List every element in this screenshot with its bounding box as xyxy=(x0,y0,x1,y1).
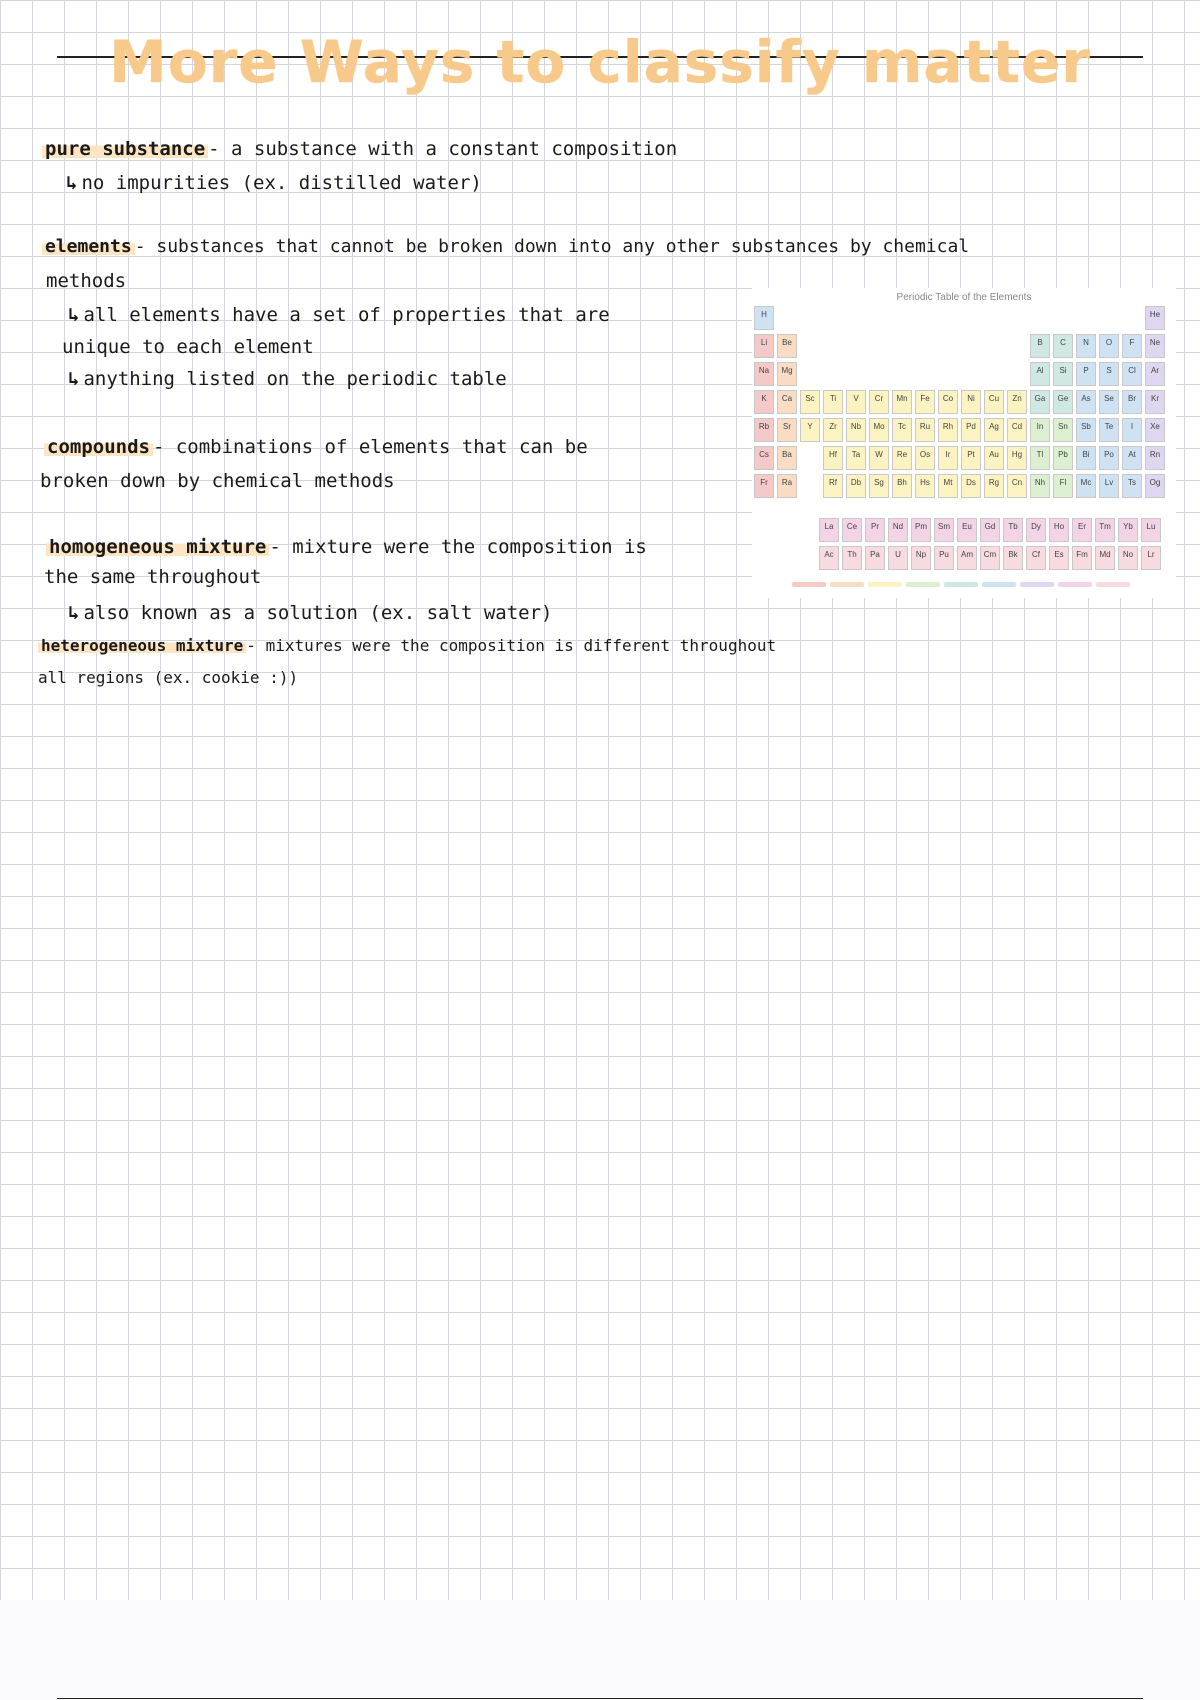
element-cell-h: H xyxy=(754,306,774,330)
subnote-no-impurities xyxy=(66,172,482,194)
element-cell-k: K xyxy=(754,390,774,414)
element-cell-u: U xyxy=(888,546,908,570)
element-cell-se: Se xyxy=(1099,390,1119,414)
element-cell-as: As xyxy=(1076,390,1096,414)
element-cell-zn: Zn xyxy=(1007,390,1027,414)
element-cell-fr: Fr xyxy=(754,474,774,498)
element-cell-w: W xyxy=(869,446,889,470)
subnote-solution xyxy=(68,602,552,624)
element-cell-hg: Hg xyxy=(1007,446,1027,470)
element-cell-lr: Lr xyxy=(1141,546,1161,570)
element-cell-ce: Ce xyxy=(842,518,862,542)
element-cell-no: No xyxy=(1118,546,1138,570)
note-line-unique xyxy=(62,336,314,358)
element-cell-n: N xyxy=(1076,334,1096,358)
element-cell-hs: Hs xyxy=(915,474,935,498)
term-label: heterogeneous mixture xyxy=(38,636,246,655)
sub-arrow-icon: ↳ xyxy=(68,304,80,326)
element-cell-np: Np xyxy=(911,546,931,570)
continuation-text: broken down by chemical methods xyxy=(40,470,395,492)
element-cell-ar: Ar xyxy=(1145,362,1165,386)
element-cell-cn: Cn xyxy=(1007,474,1027,498)
element-cell-ne: Ne xyxy=(1145,334,1165,358)
element-cell-mc: Mc xyxy=(1076,474,1096,498)
element-cell-tc: Tc xyxy=(892,418,912,442)
element-cell-cm: Cm xyxy=(980,546,1000,570)
note-line-broken xyxy=(40,470,395,492)
element-cell-ru: Ru xyxy=(915,418,935,442)
element-cell-hf: Hf xyxy=(823,446,843,470)
element-cell-cl: Cl xyxy=(1122,362,1142,386)
element-cell-yb: Yb xyxy=(1118,518,1138,542)
element-cell-ho: Ho xyxy=(1049,518,1069,542)
subnote-text: anything listed on the periodic table xyxy=(83,368,507,390)
definition-text: - mixture were the composition is xyxy=(269,536,647,558)
note-heterogeneous xyxy=(38,636,776,655)
element-cell-ca: Ca xyxy=(777,390,797,414)
definition-text: - combinations of elements that can be xyxy=(152,436,588,458)
note-pure-substance xyxy=(42,138,677,160)
element-cell-bk: Bk xyxy=(1003,546,1023,570)
element-cell-zr: Zr xyxy=(823,418,843,442)
element-cell-ds: Ds xyxy=(961,474,981,498)
element-cell-au: Au xyxy=(984,446,1004,470)
element-cell-ag: Ag xyxy=(984,418,1004,442)
element-cell-rn: Rn xyxy=(1145,446,1165,470)
element-cell-am: Am xyxy=(957,546,977,570)
element-cell-pt: Pt xyxy=(961,446,981,470)
element-cell-nd: Nd xyxy=(888,518,908,542)
element-cell-db: Db xyxy=(846,474,866,498)
element-cell-tb: Tb xyxy=(1003,518,1023,542)
legend-chip xyxy=(1096,582,1130,587)
element-cell-sc: Sc xyxy=(800,390,820,414)
element-cell-mg: Mg xyxy=(777,362,797,386)
sub-arrow-icon: ↳ xyxy=(68,602,80,624)
element-cell-s: S xyxy=(1099,362,1119,386)
element-cell-sr: Sr xyxy=(777,418,797,442)
element-cell-ge: Ge xyxy=(1053,390,1073,414)
subnote-text: also known as a solution (ex. salt water) xyxy=(83,602,553,624)
element-cell-lu: Lu xyxy=(1141,518,1161,542)
element-cell-ac: Ac xyxy=(819,546,839,570)
element-cell-ni: Ni xyxy=(961,390,981,414)
element-cell-gd: Gd xyxy=(980,518,1000,542)
element-cell-ra: Ra xyxy=(777,474,797,498)
element-cell-re: Re xyxy=(892,446,912,470)
element-cell-kr: Kr xyxy=(1145,390,1165,414)
element-cell-fl: Fl xyxy=(1053,474,1073,498)
subnote-text: no impurities (ex. distilled water) xyxy=(81,172,482,194)
continuation-text: the same throughout xyxy=(44,566,262,588)
legend-chip xyxy=(792,582,826,587)
legend-chip xyxy=(944,582,978,587)
periodic-table-figure xyxy=(752,288,1176,598)
element-cell-sg: Sg xyxy=(869,474,889,498)
element-cell-sb: Sb xyxy=(1076,418,1096,442)
note-compounds xyxy=(44,436,588,458)
element-cell-lv: Lv xyxy=(1099,474,1119,498)
element-cell-ga: Ga xyxy=(1030,390,1050,414)
element-cell-fe: Fe xyxy=(915,390,935,414)
definition-text: - mixtures were the composition is different throughout xyxy=(246,636,777,655)
element-cell-os: Os xyxy=(915,446,935,470)
element-cell-dy: Dy xyxy=(1026,518,1046,542)
element-cell-mo: Mo xyxy=(869,418,889,442)
element-cell-be: Be xyxy=(777,334,797,358)
element-cell-al: Al xyxy=(1030,362,1050,386)
element-cell-pa: Pa xyxy=(865,546,885,570)
element-cell-ba: Ba xyxy=(777,446,797,470)
element-cell-p: P xyxy=(1076,362,1096,386)
element-cell-c: C xyxy=(1053,334,1073,358)
element-cell-cf: Cf xyxy=(1026,546,1046,570)
element-cell-xe: Xe xyxy=(1145,418,1165,442)
element-cell-og: Og xyxy=(1145,474,1165,498)
footer-rule xyxy=(57,1698,1143,1699)
element-cell-nh: Nh xyxy=(1030,474,1050,498)
element-cell-si: Si xyxy=(1053,362,1073,386)
term-label: elements xyxy=(42,236,135,257)
element-cell-o: O xyxy=(1099,334,1119,358)
sub-arrow-icon: ↳ xyxy=(68,368,80,390)
sub-arrow-icon: ↳ xyxy=(66,172,78,194)
definition-text: - a substance with a constant composition xyxy=(208,138,678,160)
note-elements xyxy=(42,236,969,257)
element-cell-nb: Nb xyxy=(846,418,866,442)
element-cell-co: Co xyxy=(938,390,958,414)
element-cell-tl: Tl xyxy=(1030,446,1050,470)
element-cell-pd: Pd xyxy=(961,418,981,442)
element-cell-cu: Cu xyxy=(984,390,1004,414)
continuation-text: unique to each element xyxy=(62,336,314,358)
element-cell-pu: Pu xyxy=(934,546,954,570)
element-cell-ir: Ir xyxy=(938,446,958,470)
note-homogeneous xyxy=(46,536,647,558)
element-cell-bi: Bi xyxy=(1076,446,1096,470)
element-cell-fm: Fm xyxy=(1072,546,1092,570)
element-cell-mn: Mn xyxy=(892,390,912,414)
element-cell-po: Po xyxy=(1099,446,1119,470)
element-cell-he: He xyxy=(1145,306,1165,330)
legend-chip xyxy=(868,582,902,587)
element-cell-la: La xyxy=(819,518,839,542)
element-cell-rg: Rg xyxy=(984,474,1004,498)
term-label: compounds xyxy=(44,436,153,458)
element-cell-at: At xyxy=(1122,446,1142,470)
element-cell-i: I xyxy=(1122,418,1142,442)
element-cell-pb: Pb xyxy=(1053,446,1073,470)
term-label: pure substance xyxy=(42,138,208,160)
element-cell-b: B xyxy=(1030,334,1050,358)
legend-chip xyxy=(1058,582,1092,587)
legend-chip xyxy=(906,582,940,587)
element-cell-ti: Ti xyxy=(823,390,843,414)
element-cell-sm: Sm xyxy=(934,518,954,542)
element-cell-pm: Pm xyxy=(911,518,931,542)
definition-text: - substances that cannot be broken down into any other substances by chemical xyxy=(134,236,970,257)
element-cell-te: Te xyxy=(1099,418,1119,442)
element-cell-mt: Mt xyxy=(938,474,958,498)
element-cell-cs: Cs xyxy=(754,446,774,470)
continuation-text: all regions (ex. cookie :)) xyxy=(38,668,299,687)
element-cell-sn: Sn xyxy=(1053,418,1073,442)
subnote-properties xyxy=(68,304,610,326)
element-cell-ts: Ts xyxy=(1122,474,1142,498)
element-cell-rf: Rf xyxy=(823,474,843,498)
element-cell-cr: Cr xyxy=(869,390,889,414)
element-cell-rb: Rb xyxy=(754,418,774,442)
note-line-throughout xyxy=(44,566,261,588)
element-cell-md: Md xyxy=(1095,546,1115,570)
legend-chip xyxy=(982,582,1016,587)
element-cell-es: Es xyxy=(1049,546,1069,570)
term-label: homogeneous mixture xyxy=(46,536,269,558)
periodic-table-title: Periodic Table of the Elements xyxy=(896,292,1032,303)
element-cell-v: V xyxy=(846,390,866,414)
element-cell-in: In xyxy=(1030,418,1050,442)
page-title: More Ways to classify matter xyxy=(109,28,1091,96)
subnote-periodic-table xyxy=(68,368,507,390)
subnote-text: all elements have a set of properties that are xyxy=(83,304,610,326)
element-cell-tm: Tm xyxy=(1095,518,1115,542)
element-cell-er: Er xyxy=(1072,518,1092,542)
element-cell-na: Na xyxy=(754,362,774,386)
element-cell-pr: Pr xyxy=(865,518,885,542)
element-cell-y: Y xyxy=(800,418,820,442)
element-cell-eu: Eu xyxy=(957,518,977,542)
element-cell-th: Th xyxy=(842,546,862,570)
legend-chip xyxy=(830,582,864,587)
continuation-text: methods xyxy=(46,270,127,292)
element-cell-br: Br xyxy=(1122,390,1142,414)
note-line-methods xyxy=(46,270,126,292)
element-cell-f: F xyxy=(1122,334,1142,358)
element-cell-ta: Ta xyxy=(846,446,866,470)
legend-chip xyxy=(1020,582,1054,587)
note-line-regions xyxy=(38,668,298,687)
element-cell-cd: Cd xyxy=(1007,418,1027,442)
element-cell-bh: Bh xyxy=(892,474,912,498)
element-cell-li: Li xyxy=(754,334,774,358)
element-cell-rh: Rh xyxy=(938,418,958,442)
